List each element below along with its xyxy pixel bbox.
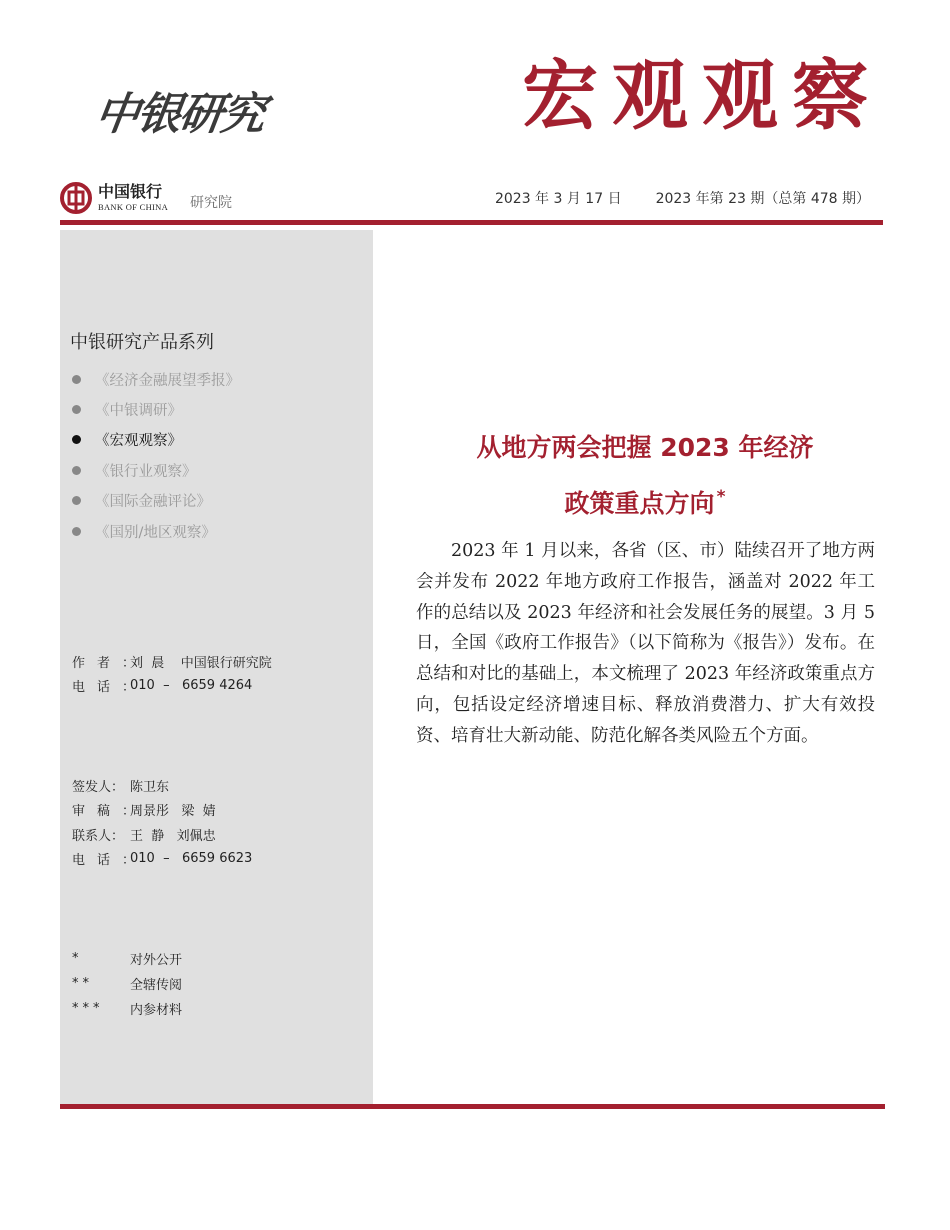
contact-label: 联系人： (72, 828, 125, 844)
series-item: 《银行业观察》 (72, 455, 240, 485)
bullet-icon (72, 527, 81, 536)
boc-logo (60, 180, 168, 216)
series-list (72, 364, 240, 546)
contact-value: 王 静 刘佩忠 (130, 828, 216, 844)
series-item: 《经济金融展望季报》 (72, 364, 240, 394)
article-body: 2023 年 1 月以来，各省（区、市）陆续召开了地方两会并发布 2022 年地方政府工作报告，涵盖对 2022 年工作的总结以及 2023 年经济和社会发展任务的展望。3 月 5 日，全国《政府工作报告》（以下简称为《报告》）发布。在总结和对比的基础上，本文梳理了 2023 年经济政策重点方向，包括设定经济增速目标、释放消费潜力、扩大有效投资、培育壮大新动能、防范化解各类风险五个方面。 (416, 541, 875, 746)
security-level: * 对外公开 (72, 951, 183, 968)
article-title-line1: 从地方两会把握 2023 年经济 (476, 433, 814, 462)
series-title: 中银研究产品系列 (70, 332, 214, 353)
phone-value: 010 – 6659 4264 (130, 678, 253, 694)
phone-label: 电话： (72, 680, 148, 696)
boc-emblem-icon (60, 182, 92, 214)
footnote-mark: * (716, 487, 726, 507)
issue-number: 2023 年第 23 期（总第 478 期） (655, 191, 870, 207)
series-item: 《国际金融评论》 (72, 486, 240, 516)
bullet-icon (72, 405, 81, 414)
reviewer-label: 审稿： (72, 804, 148, 820)
boc-logo-cn: 中国银行 (98, 182, 163, 202)
sidebar (60, 230, 373, 1104)
issue-info (495, 188, 870, 208)
issue-date: 2023 年 3 月 17 日 (494, 191, 622, 207)
footer-divider (60, 1104, 885, 1109)
security-level: ** 全辖传阅 (72, 976, 183, 993)
approval-info (72, 773, 252, 871)
author-label: 作者： (72, 655, 148, 671)
author-info (72, 649, 272, 698)
author-value: 刘 晨 中国银行研究院 (130, 655, 272, 671)
signer-label: 签发人： (72, 779, 125, 795)
security-levels (72, 946, 182, 1021)
bullet-icon (72, 375, 81, 384)
series-item: 《国别/地区观察》 (72, 516, 240, 546)
boc-logo-en: BANK OF CHINA (98, 202, 169, 213)
bullet-icon (72, 496, 81, 505)
series-item: 《中银调研》 (72, 394, 240, 424)
signer-value: 陈卫东 (130, 779, 170, 795)
header-divider (60, 220, 883, 225)
security-level: *** 内参材料 (72, 1001, 183, 1018)
phone-label: 电话： (72, 853, 148, 869)
calligraphy-logo: 中银研究 (91, 89, 267, 140)
institute-label: 研究院 (190, 195, 232, 211)
masthead-title: 宏观观察 (522, 51, 882, 140)
phone-value: 010 – 6659 6623 (130, 851, 253, 867)
bullet-icon (72, 435, 81, 444)
series-item-active: 《宏观观察》 (72, 425, 240, 455)
article-title-line2: 政策重点方向 * (564, 487, 726, 518)
reviewer-value: 周景彤 梁 婧 (130, 804, 216, 820)
bullet-icon (72, 466, 81, 475)
